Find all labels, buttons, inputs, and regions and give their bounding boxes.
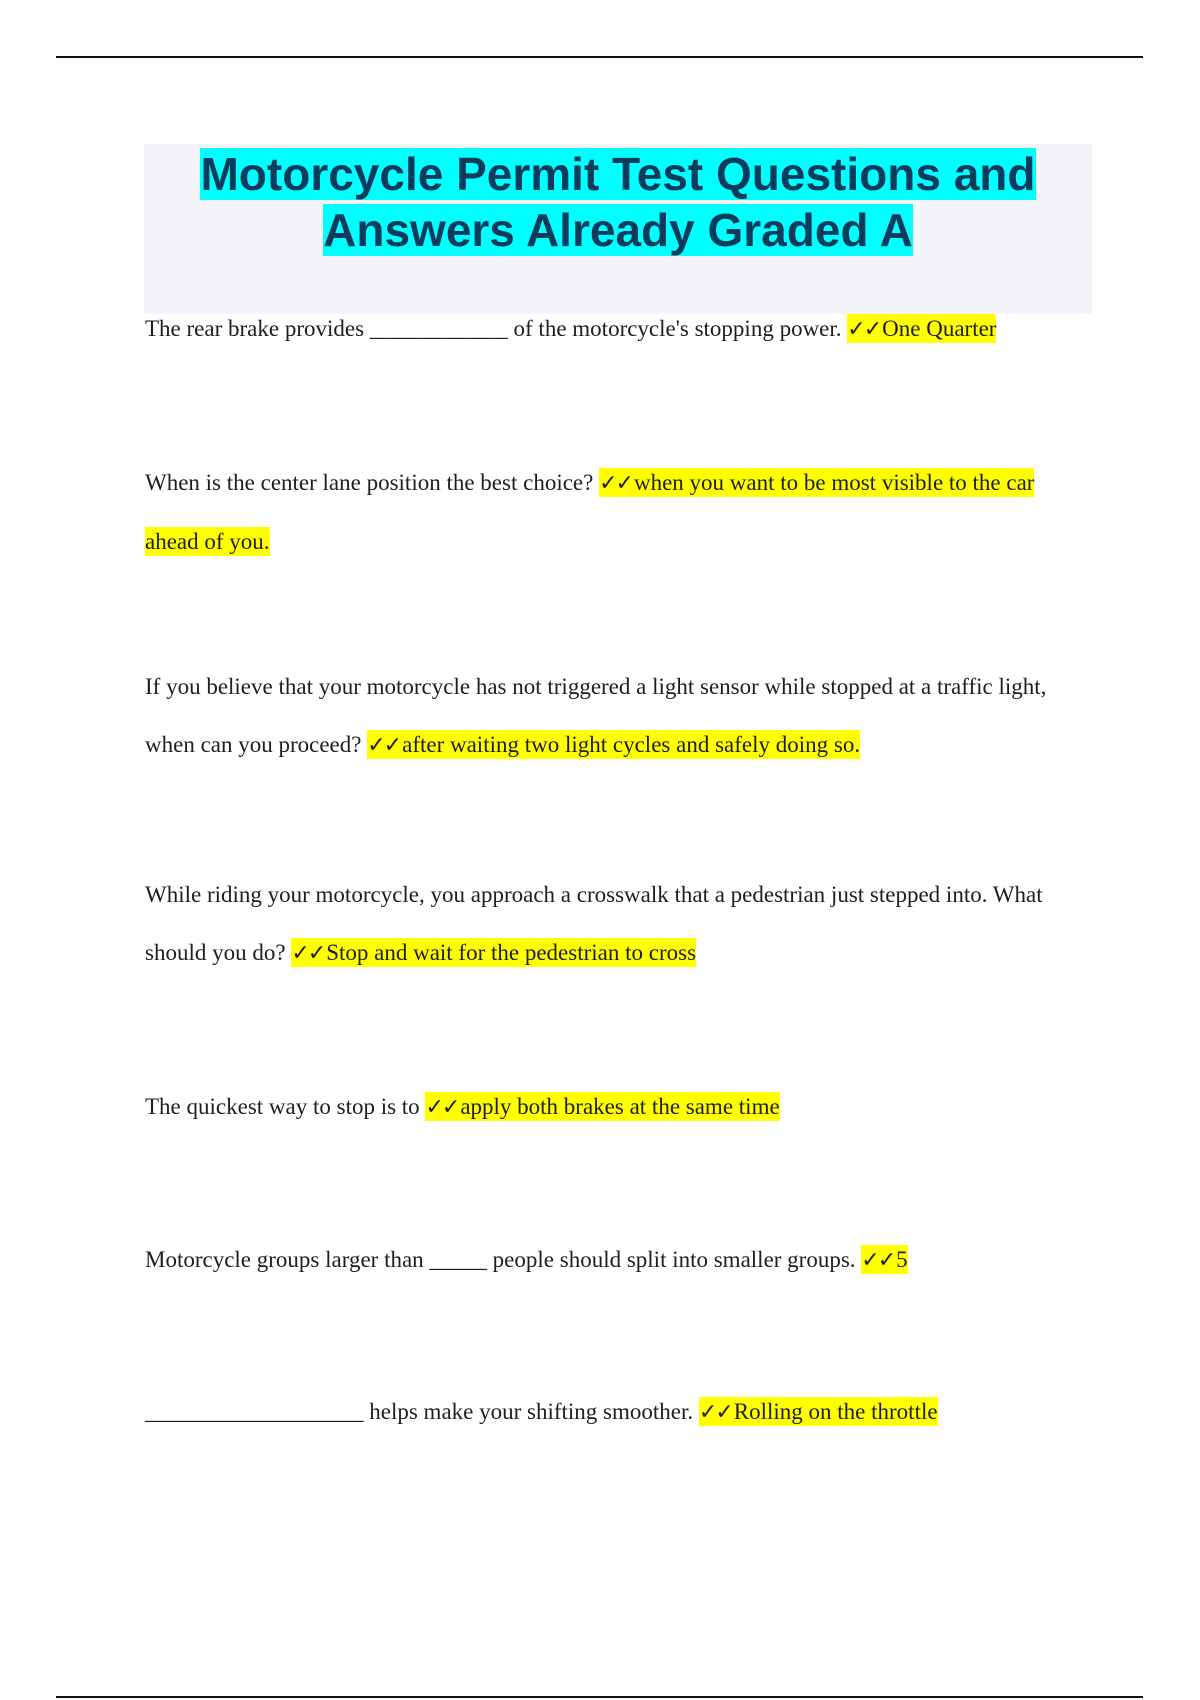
qa-item-4 xyxy=(145,866,1090,983)
answer-text: when you want to be most visible to the car ahead of you. xyxy=(145,470,1035,554)
question-text: The rear brake provides ____________ of the motorcycle's stopping power. xyxy=(145,316,842,341)
answer-highlight xyxy=(425,1092,779,1121)
title-block xyxy=(144,144,1092,314)
double-check-icon: ✓✓ xyxy=(291,941,325,966)
double-check-icon: ✓✓ xyxy=(698,1400,732,1425)
answer-highlight xyxy=(847,314,996,343)
answer-highlight xyxy=(861,1245,907,1274)
document-title xyxy=(144,144,1092,258)
question-text: When is the center lane position the best choice? xyxy=(145,470,594,495)
answer-highlight xyxy=(291,938,696,967)
header-rule xyxy=(56,56,1143,58)
footer-rule xyxy=(56,1696,1143,1698)
answer-highlight xyxy=(367,730,860,759)
answer-text: Rolling on the throttle xyxy=(733,1399,938,1424)
answer-highlight xyxy=(699,1397,938,1426)
qa-item-5 xyxy=(145,1078,1090,1137)
document-title-text: Motorcycle Permit Test Questions and Answers Already Graded A xyxy=(200,148,1036,256)
answer-text: apply both brakes at the same time xyxy=(460,1094,780,1119)
question-text: The quickest way to stop is to xyxy=(145,1094,420,1119)
qa-item-6 xyxy=(145,1231,1090,1290)
answer-text: Stop and wait for the pedestrian to cross xyxy=(326,940,697,965)
question-text: Motorcycle groups larger than _____ people should split into smaller groups. xyxy=(145,1247,856,1272)
qa-item-2 xyxy=(145,454,1090,571)
double-check-icon: ✓✓ xyxy=(367,733,401,758)
double-check-icon: ✓✓ xyxy=(425,1095,459,1120)
qa-item-3 xyxy=(145,658,1090,775)
question-text: If you believe that your motorcycle has not triggered a light sensor while stopped at a traffic light, when can you proceed? xyxy=(145,674,1047,757)
double-check-icon: ✓✓ xyxy=(847,317,881,342)
qa-item-1 xyxy=(145,300,1090,359)
question-text: ___________________ helps make your shifting smoother. xyxy=(145,1399,694,1424)
answer-text: 5 xyxy=(896,1247,908,1272)
answer-text: One Quarter xyxy=(882,316,997,341)
double-check-icon: ✓✓ xyxy=(861,1248,895,1273)
double-check-icon: ✓✓ xyxy=(599,471,632,496)
qa-item-7 xyxy=(145,1383,1090,1442)
question-text: While riding your motorcycle, you approach a crosswalk that a pedestrian just stepped into. What should you do? xyxy=(145,882,1043,965)
answer-text: after waiting two light cycles and safely doing so. xyxy=(402,732,861,757)
